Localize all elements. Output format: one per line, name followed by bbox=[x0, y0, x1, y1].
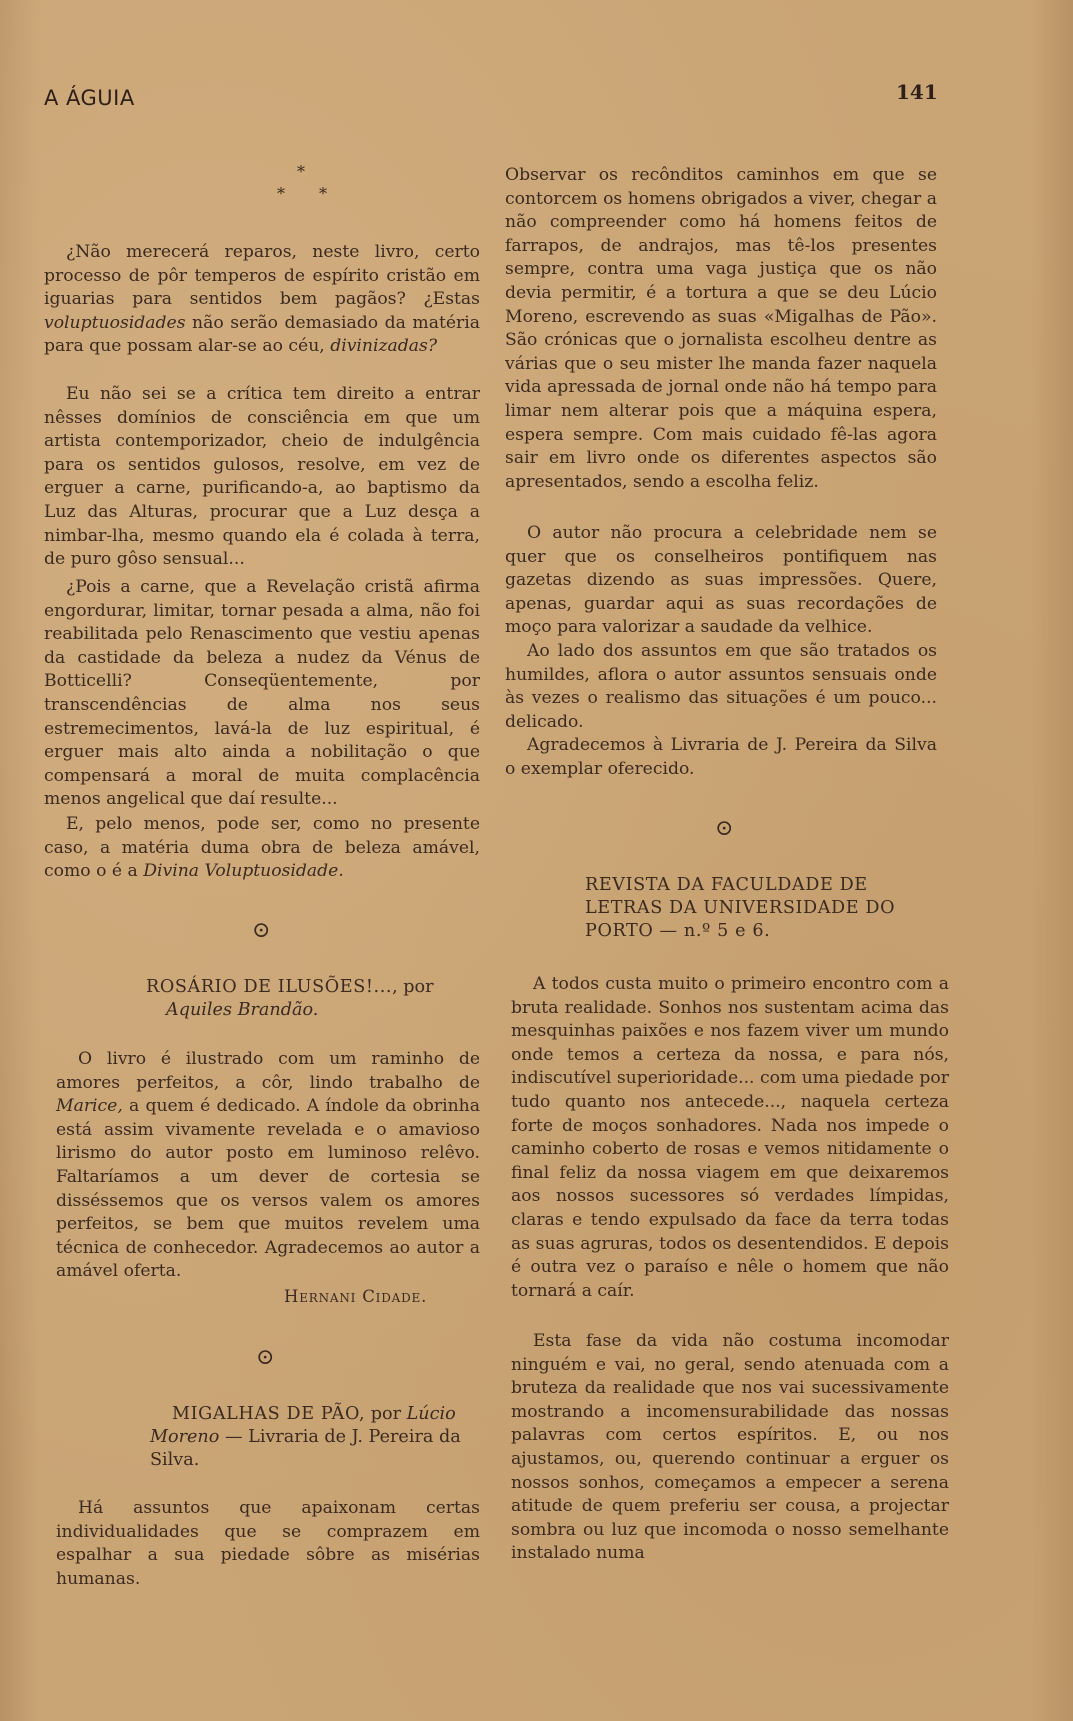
page-number: 141 bbox=[896, 80, 938, 104]
review-heading-revista: REVISTA DA FACULDADE DE LETRAS DA UNIVERSIDADE DO PORTO — n.º 5 e 6. bbox=[585, 875, 896, 941]
intro-paragraph-3: ¿Pois a carne, que a Revelação cristã afirma engordurar, limitar, tornar pesada a alma, não foi reabilitada pelo Renascimento que vestiu apenas da castidade da beleza a nudez da Vénus de Botticelli? Conseqüentemente, por transcendências de alma nos seus estremecimentos, lavá-la de luz espiritual, é erguer mais alto ainda a nobilitação o que compensará a moral de muita complacência menos angelical que daí resulte... bbox=[44, 577, 480, 810]
revista-paragraph-2: Esta fase da vida não costuma incomodar ninguém e vai, no geral, sendo atenuada com a bruteza da realidade que nos vai sucessivamente mostrando a incomensurabilidade das nossas palavras com certos espíritos. E, ou nos ajustamos, ou, querendo continuar a erguer os nossos sonhos, começamos a empecer a serena atitude de quem preferiu ser cousa, a projectar sombra ou luz que incomoda o nosso semelhante instalado numa bbox=[511, 1331, 949, 1564]
section-divider-mark: ⊙ bbox=[256, 1345, 275, 1370]
migalhas-paragraph-2: O autor não procura a celebridade nem se quer que os conselheiros pontifiquem nas gazetas dizendo as suas impressões. Quere, apenas, guardar aqui as suas recordações de moço para valorizar a saudade da velhice. bbox=[505, 523, 937, 638]
review-text-rosario: O livro é ilustrado com um raminho de amores perfeitos, a côr, lindo trabalho de Marice, a quem é dedicado. A índole da obrinha está assim vivamente revelada e o amavioso lirismo do autor posto em luminoso relêvo. Faltaríamos a um dever de cortesia se disséssemos que os versos valem os amores perfeitos, se bem que muitos revelem uma técnica de conhecedor. Agradecemos ao autor a amável oferta. bbox=[56, 1049, 480, 1282]
migalhas-paragraph-4: Agradecemos à Livraria de J. Pereira da Silva o exemplar oferecido. bbox=[505, 735, 937, 779]
section-divider-mark: ⊙ bbox=[252, 918, 271, 943]
asterism-star-left: * bbox=[277, 184, 285, 203]
intro-paragraph-2: Eu não sei se a crítica tem direito a entrar nêsses domínios de consciência em que um artista contemporizador, cheio de indulgência para os sentidos gulosos, resolve, em vez de erguer a carne, purificando-a, ao baptismo da Luz das Alturas, procurar que a Luz desça a nimbar-lha, mesmo quando ela é colada à terra, de puro gôso sensual... bbox=[44, 384, 480, 570]
review-heading-migalhas: MIGALHAS DE PÃO, por Lúcio Moreno — Livraria de J. Pereira da Silva. bbox=[150, 1404, 461, 1470]
review-heading-rosario: ROSÁRIO DE ILUSÕES!..., por Aquiles Brandão. bbox=[146, 977, 434, 1020]
migalhas-paragraph-3: Ao lado dos assuntos em que são tratados os humildes, aflora o autor assuntos sensuais onde às vezes o realismo das situações é um pouco... delicado. bbox=[505, 641, 937, 732]
review-title: ROSÁRIO DE ILUSÕES!... bbox=[146, 977, 393, 997]
intro-paragraph-1: ¿Não merecerá reparos, neste livro, certo processo de pôr temperos de espírito cristão em iguarias para sentidos bem pagãos? ¿Estas voluptuosidades não serão demasiado da matéria para que possam alar-se ao céu, divinizadas? bbox=[44, 242, 480, 357]
journal-title: A ÁGUIA bbox=[44, 86, 135, 110]
review-signature: Hernani Cidade. bbox=[284, 1287, 428, 1306]
review-author: Aquiles Brandão. bbox=[166, 1000, 319, 1020]
italic-voluptuosidades: voluptuosidades bbox=[44, 312, 186, 333]
asterism-star-top: * bbox=[297, 162, 305, 181]
review-text-migalhas: Há assuntos que apaixonam certas individualidades que se comprazem em espalhar a sua piedade sôbre as misérias humanas. bbox=[56, 1498, 480, 1589]
review-author: Lúcio Moreno bbox=[150, 1404, 456, 1447]
section-divider-mark: ⊙ bbox=[715, 816, 734, 841]
revista-paragraph-1: A todos custa muito o primeiro encontro com a bruta realidade. Sonhos nos sustentam acima das mesquinhas paixões e nos fazem viver um mundo onde temos a certeza da nossa, e para nós, indiscutível superioridade... com uma piedade por tudo quanto nos antecede..., naquela certeza forte de moços sonhadores. Nada nos impede o caminho coberto de rosas e vemos nitidamente o final feliz da nossa viagem em que deixaremos aos nossos sucessores só verdades límpidas, claras e tendo expulsado da face da terra todas as suas agruras, todos os desentendidos. E depois é outra vez o paraíso e nêle o homem que não tornará a caír. bbox=[511, 974, 949, 1301]
asterism bbox=[269, 162, 329, 202]
italic-divinizadas: divinizadas? bbox=[330, 336, 438, 357]
asterism-star-right: * bbox=[319, 184, 327, 203]
italic-book-title: Divina Voluptuosidade. bbox=[143, 861, 344, 882]
intro-paragraph-4: E, pelo menos, pode ser, como no presente caso, a matéria duma obra de beleza amável, como o é a Divina Voluptuosidade. bbox=[44, 814, 480, 882]
migalhas-continuation: Observar os recônditos caminhos em que se contorcem os homens obrigados a viver, chegar a não compreender como há homens feitos de farrapos, de andrajos, mas tê-los presentes sempre, contra uma vaga justiça que os não devia permitir, é a tortura a que se deu Lúcio Moreno, escrevendo as suas «Migalhas de Pão». São crónicas que o jornalista escolheu dentre as várias que o seu mister lhe manda fazer naquela vida apressada de jornal onde não há tempo para limar nem alterar pois que a máquina espera, espera sempre. Com mais cuidado fê-las agora sair em livro onde os diferentes aspectos são apresentados, sendo a escolha feliz. bbox=[505, 165, 937, 492]
